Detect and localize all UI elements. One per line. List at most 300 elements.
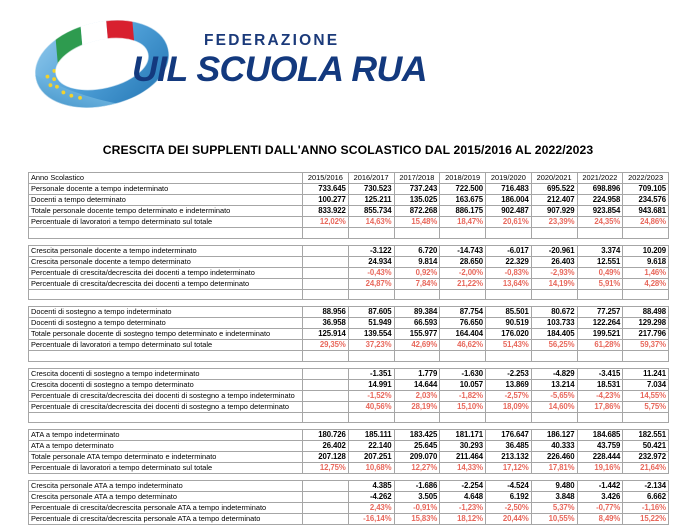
cell-crescita-docenti-0-1: -3.122 <box>348 245 394 256</box>
row-label-crescita-docenti-1: Crescita personale docente a tempo determinato <box>29 256 303 267</box>
cell-docenti-totali-3-5: 23,39% <box>531 217 577 228</box>
cell-crescita-docenti-3-3: 21,22% <box>440 278 486 289</box>
cell-sostegno-totali-4-2 <box>394 351 440 362</box>
row-label-crescita-sostegno-2: Percentuale di crescita/decrescita dei docenti di sostegno a tempo indeterminato <box>29 390 303 401</box>
cell-crescita-docenti-3-6: 5,91% <box>577 278 623 289</box>
cell-crescita-sostegno-1-5: 13.214 <box>531 379 577 390</box>
cell-sostegno-totali-0-7: 88.498 <box>623 307 669 318</box>
cell-docenti-totali-2-3: 886.175 <box>440 206 486 217</box>
row-label-crescita-docenti-2: Percentuale di crescita/decrescita dei docenti a tempo indeterminato <box>29 267 303 278</box>
cell-docenti-totali-0-0: 733.645 <box>303 184 349 195</box>
cell-crescita-docenti-2-1: -0,43% <box>348 267 394 278</box>
row-label-crescita-ata-0: Crescita personale ATA a tempo indeterminato <box>29 481 303 492</box>
cell-sostegno-totali-3-1: 37,23% <box>348 340 394 351</box>
cell-ata-totali-1-7: 50.421 <box>623 441 669 452</box>
row-label-docenti-totali-0: Personale docente a tempo indeterminato <box>29 184 303 195</box>
cell-crescita-docenti-1-5: 26.403 <box>531 256 577 267</box>
cell-crescita-docenti-2-2: 0,92% <box>394 267 440 278</box>
cell-ata-totali-3-1: 10,68% <box>348 463 394 474</box>
cell-crescita-sostegno-4-3 <box>440 412 486 423</box>
cell-sostegno-totali-4-5 <box>531 351 577 362</box>
cell-crescita-sostegno-2-4: -2,57% <box>486 390 532 401</box>
table-row <box>29 492 669 503</box>
row-label-crescita-ata-3: Percentuale di crescita/decrescita personale ATA a tempo determinato <box>29 514 303 525</box>
cell-crescita-sostegno-0-1: -1.351 <box>348 368 394 379</box>
cell-crescita-docenti-4-2 <box>394 289 440 300</box>
cell-sostegno-totali-1-3: 76.650 <box>440 318 486 329</box>
cell-crescita-docenti-4-5 <box>531 289 577 300</box>
table-header-year-7: 2022/2023 <box>623 173 669 184</box>
table-row <box>29 329 669 340</box>
cell-crescita-docenti-2-3: -2,00% <box>440 267 486 278</box>
section-spacer <box>29 300 669 307</box>
row-label-docenti-totali-1: Docenti a tempo determinato <box>29 195 303 206</box>
cell-crescita-ata-1-6: 3.426 <box>577 492 623 503</box>
table-row <box>29 481 669 492</box>
cell-crescita-sostegno-1-3: 10.057 <box>440 379 486 390</box>
row-label-crescita-ata-1: Crescita personale ATA a tempo determinato <box>29 492 303 503</box>
table-row <box>29 217 669 228</box>
cell-ata-totali-3-6: 19,16% <box>577 463 623 474</box>
cell-sostegno-totali-1-6: 122.264 <box>577 318 623 329</box>
cell-crescita-sostegno-3-4: 18,09% <box>486 401 532 412</box>
cell-crescita-docenti-2-4: -0,83% <box>486 267 532 278</box>
cell-crescita-sostegno-3-5: 14,60% <box>531 401 577 412</box>
section-spacer-cell <box>29 300 669 307</box>
cell-sostegno-totali-0-3: 87.754 <box>440 307 486 318</box>
cell-crescita-sostegno-2-1: -1,52% <box>348 390 394 401</box>
cell-crescita-ata-1-4: 6.192 <box>486 492 532 503</box>
cell-crescita-docenti-4-3 <box>440 289 486 300</box>
cell-crescita-docenti-3-5: 14,19% <box>531 278 577 289</box>
table-blank-row <box>29 351 669 362</box>
table-row <box>29 452 669 463</box>
logo-main-text: UIL SCUOLA RUA <box>132 50 427 89</box>
cell-ata-totali-3-4: 17,12% <box>486 463 532 474</box>
section-spacer-cell <box>29 238 669 245</box>
cell-crescita-docenti-3-2: 7,84% <box>394 278 440 289</box>
cell-ata-totali-2-6: 228.444 <box>577 452 623 463</box>
cell-docenti-totali-1-2: 135.025 <box>394 195 440 206</box>
cell-ata-totali-1-6: 43.759 <box>577 441 623 452</box>
cell-crescita-ata-0-1: 4.385 <box>348 481 394 492</box>
cell-crescita-ata-2-1: 2,43% <box>348 503 394 514</box>
cell-sostegno-totali-0-6: 77.257 <box>577 307 623 318</box>
cell-crescita-docenti-1-4: 22.329 <box>486 256 532 267</box>
cell-sostegno-totali-3-5: 56,25% <box>531 340 577 351</box>
cell-docenti-totali-2-2: 872.268 <box>394 206 440 217</box>
table-header-label: Anno Scolastico <box>29 173 303 184</box>
cell-crescita-ata-0-5: 9.480 <box>531 481 577 492</box>
row-label-ata-totali-3: Percentuale di lavoratori a tempo determinato sul totale <box>29 463 303 474</box>
cell-ata-totali-3-2: 12,27% <box>394 463 440 474</box>
section-spacer <box>29 423 669 430</box>
table-row <box>29 379 669 390</box>
cell-crescita-sostegno-4-7 <box>623 412 669 423</box>
logo-federation-text: FEDERAZIONE <box>204 32 340 49</box>
cell-crescita-docenti-4-7 <box>623 289 669 300</box>
table-row <box>29 307 669 318</box>
cell-ata-totali-3-0: 12,75% <box>303 463 349 474</box>
cell-crescita-ata-1-2: 3.505 <box>394 492 440 503</box>
table-row <box>29 514 669 525</box>
cell-crescita-ata-0-2: -1.686 <box>394 481 440 492</box>
cell-crescita-ata-0-3: -2.254 <box>440 481 486 492</box>
cell-crescita-ata-0-7: -2.134 <box>623 481 669 492</box>
cell-sostegno-totali-1-2: 66.593 <box>394 318 440 329</box>
cell-docenti-totali-2-4: 902.487 <box>486 206 532 217</box>
cell-docenti-totali-1-1: 125.211 <box>348 195 394 206</box>
cell-crescita-sostegno-1-4: 13.869 <box>486 379 532 390</box>
cell-docenti-totali-3-2: 15,48% <box>394 217 440 228</box>
cell-crescita-sostegno-2-7: 14,55% <box>623 390 669 401</box>
cell-sostegno-totali-2-3: 164.404 <box>440 329 486 340</box>
cell-sostegno-totali-3-0: 29,35% <box>303 340 349 351</box>
row-label-sostegno-totali-4 <box>29 351 303 362</box>
table-row <box>29 184 669 195</box>
cell-sostegno-totali-4-3 <box>440 351 486 362</box>
row-label-sostegno-totali-2: Totale personale docente di sostegno tempo determinato e indeterminato <box>29 329 303 340</box>
cell-crescita-ata-2-2: -0,91% <box>394 503 440 514</box>
cell-ata-totali-0-5: 186.127 <box>531 430 577 441</box>
cell-crescita-sostegno-2-3: -1,82% <box>440 390 486 401</box>
cell-crescita-ata-1-0 <box>303 492 349 503</box>
cell-crescita-sostegno-0-5: -4.829 <box>531 368 577 379</box>
row-label-crescita-sostegno-0: Crescita docenti di sostegno a tempo indeterminato <box>29 368 303 379</box>
cell-ata-totali-2-7: 232.972 <box>623 452 669 463</box>
cell-crescita-docenti-1-1: 24.934 <box>348 256 394 267</box>
cell-docenti-totali-3-7: 24,86% <box>623 217 669 228</box>
cell-sostegno-totali-0-2: 89.384 <box>394 307 440 318</box>
cell-sostegno-totali-2-7: 217.796 <box>623 329 669 340</box>
cell-docenti-totali-0-1: 730.523 <box>348 184 394 195</box>
table-row <box>29 267 669 278</box>
row-label-sostegno-totali-0: Docenti di sostegno a tempo indeterminato <box>29 307 303 318</box>
cell-crescita-docenti-0-5: -20.961 <box>531 245 577 256</box>
cell-docenti-totali-2-6: 923.854 <box>577 206 623 217</box>
organization-logo <box>28 10 427 115</box>
cell-ata-totali-0-3: 181.171 <box>440 430 486 441</box>
cell-crescita-ata-1-1: -4.262 <box>348 492 394 503</box>
table-row <box>29 318 669 329</box>
row-label-crescita-docenti-0: Crescita personale docente a tempo indeterminato <box>29 245 303 256</box>
logo-wordmark <box>132 32 427 102</box>
cell-ata-totali-1-3: 30.293 <box>440 441 486 452</box>
table-row <box>29 368 669 379</box>
table-row <box>29 441 669 452</box>
cell-crescita-sostegno-0-4: -2.253 <box>486 368 532 379</box>
cell-docenti-totali-2-0: 833.922 <box>303 206 349 217</box>
cell-docenti-totali-2-1: 855.734 <box>348 206 394 217</box>
cell-crescita-sostegno-1-2: 14.644 <box>394 379 440 390</box>
cell-crescita-sostegno-0-0 <box>303 368 349 379</box>
cell-sostegno-totali-3-6: 61,28% <box>577 340 623 351</box>
cell-crescita-docenti-1-7: 9.618 <box>623 256 669 267</box>
table-header-year-5: 2020/2021 <box>531 173 577 184</box>
cell-crescita-docenti-2-6: 0,49% <box>577 267 623 278</box>
cell-crescita-docenti-0-3: -14.743 <box>440 245 486 256</box>
cell-crescita-ata-1-5: 3.848 <box>531 492 577 503</box>
cell-sostegno-totali-0-0: 88.956 <box>303 307 349 318</box>
row-label-docenti-totali-3: Percentuale di lavoratori a tempo determinato sul totale <box>29 217 303 228</box>
cell-docenti-totali-4-7 <box>623 228 669 239</box>
table-row <box>29 195 669 206</box>
cell-crescita-ata-0-0 <box>303 481 349 492</box>
table-blank-row <box>29 412 669 423</box>
section-spacer-cell <box>29 423 669 430</box>
cell-docenti-totali-4-4 <box>486 228 532 239</box>
table-header-year-6: 2021/2022 <box>577 173 623 184</box>
cell-crescita-ata-2-7: -1,16% <box>623 503 669 514</box>
cell-crescita-sostegno-0-2: 1.779 <box>394 368 440 379</box>
cell-crescita-docenti-0-7: 10.209 <box>623 245 669 256</box>
cell-sostegno-totali-3-2: 42,69% <box>394 340 440 351</box>
cell-docenti-totali-4-6 <box>577 228 623 239</box>
cell-sostegno-totali-1-4: 90.519 <box>486 318 532 329</box>
table-row <box>29 430 669 441</box>
section-spacer <box>29 238 669 245</box>
cell-docenti-totali-0-2: 737.243 <box>394 184 440 195</box>
cell-sostegno-totali-1-5: 103.733 <box>531 318 577 329</box>
cell-sostegno-totali-2-4: 176.020 <box>486 329 532 340</box>
cell-sostegno-totali-2-6: 199.521 <box>577 329 623 340</box>
cell-crescita-docenti-1-6: 12.551 <box>577 256 623 267</box>
cell-sostegno-totali-2-2: 155.977 <box>394 329 440 340</box>
cell-ata-totali-1-0: 26.402 <box>303 441 349 452</box>
cell-docenti-totali-1-3: 163.675 <box>440 195 486 206</box>
cell-ata-totali-2-2: 209.070 <box>394 452 440 463</box>
cell-ata-totali-1-2: 25.645 <box>394 441 440 452</box>
cell-docenti-totali-4-1 <box>348 228 394 239</box>
cell-docenti-totali-1-6: 224.958 <box>577 195 623 206</box>
cell-ata-totali-2-5: 226.460 <box>531 452 577 463</box>
cell-ata-totali-0-4: 176.647 <box>486 430 532 441</box>
table-header-year-0: 2015/2016 <box>303 173 349 184</box>
cell-sostegno-totali-4-1 <box>348 351 394 362</box>
cell-crescita-docenti-1-0 <box>303 256 349 267</box>
cell-crescita-sostegno-2-2: 2,03% <box>394 390 440 401</box>
section-spacer-cell <box>29 474 669 481</box>
cell-sostegno-totali-0-4: 85.501 <box>486 307 532 318</box>
cell-ata-totali-2-0: 207.128 <box>303 452 349 463</box>
cell-crescita-ata-2-3: -1,23% <box>440 503 486 514</box>
cell-docenti-totali-0-7: 709.105 <box>623 184 669 195</box>
cell-crescita-ata-3-2: 15,83% <box>394 514 440 525</box>
cell-sostegno-totali-4-4 <box>486 351 532 362</box>
cell-crescita-sostegno-2-6: -4,23% <box>577 390 623 401</box>
table-header-year-1: 2016/2017 <box>348 173 394 184</box>
cell-sostegno-totali-1-0: 36.958 <box>303 318 349 329</box>
cell-docenti-totali-4-5 <box>531 228 577 239</box>
cell-sostegno-totali-3-7: 59,37% <box>623 340 669 351</box>
table-row <box>29 278 669 289</box>
table-blank-row <box>29 228 669 239</box>
cell-crescita-sostegno-3-1: 40,56% <box>348 401 394 412</box>
cell-ata-totali-0-7: 182.551 <box>623 430 669 441</box>
cell-crescita-sostegno-3-0 <box>303 401 349 412</box>
table-row <box>29 206 669 217</box>
row-label-crescita-ata-2: Percentuale di crescita/decrescita personale ATA a tempo indeterminato <box>29 503 303 514</box>
row-label-ata-totali-2: Totale personale ATA tempo determinato e indeterminato <box>29 452 303 463</box>
cell-crescita-sostegno-4-1 <box>348 412 394 423</box>
cell-docenti-totali-1-4: 186.004 <box>486 195 532 206</box>
cell-docenti-totali-2-5: 907.929 <box>531 206 577 217</box>
cell-crescita-ata-3-5: 10,55% <box>531 514 577 525</box>
cell-crescita-sostegno-3-2: 28,19% <box>394 401 440 412</box>
row-label-ata-totali-1: ATA a tempo determinato <box>29 441 303 452</box>
table-row <box>29 503 669 514</box>
row-label-docenti-totali-4 <box>29 228 303 239</box>
cell-docenti-totali-0-6: 698.896 <box>577 184 623 195</box>
row-label-crescita-sostegno-4 <box>29 412 303 423</box>
cell-sostegno-totali-3-4: 51,43% <box>486 340 532 351</box>
cell-ata-totali-1-5: 40.333 <box>531 441 577 452</box>
cell-ata-totali-2-3: 211.464 <box>440 452 486 463</box>
cell-docenti-totali-3-6: 24,35% <box>577 217 623 228</box>
cell-ata-totali-3-3: 14,33% <box>440 463 486 474</box>
section-spacer-cell <box>29 361 669 368</box>
cell-crescita-ata-1-7: 6.662 <box>623 492 669 503</box>
cell-crescita-sostegno-4-4 <box>486 412 532 423</box>
row-label-crescita-sostegno-3: Percentuale di crescita/decrescita dei docenti di sostegno a tempo determinato <box>29 401 303 412</box>
cell-crescita-docenti-3-4: 13,64% <box>486 278 532 289</box>
cell-crescita-docenti-4-4 <box>486 289 532 300</box>
table-row <box>29 390 669 401</box>
cell-crescita-ata-0-6: -1.442 <box>577 481 623 492</box>
table-header-year-2: 2017/2018 <box>394 173 440 184</box>
cell-crescita-docenti-1-3: 28.650 <box>440 256 486 267</box>
cell-crescita-ata-2-5: 5,37% <box>531 503 577 514</box>
cell-docenti-totali-3-3: 18,47% <box>440 217 486 228</box>
cell-crescita-sostegno-3-3: 15,10% <box>440 401 486 412</box>
cell-docenti-totali-1-0: 100.277 <box>303 195 349 206</box>
table-header-year-4: 2019/2020 <box>486 173 532 184</box>
cell-ata-totali-0-1: 185.111 <box>348 430 394 441</box>
cell-crescita-sostegno-3-7: 5,75% <box>623 401 669 412</box>
cell-crescita-sostegno-1-6: 18.531 <box>577 379 623 390</box>
cell-crescita-sostegno-0-3: -1.630 <box>440 368 486 379</box>
cell-crescita-sostegno-2-5: -5,65% <box>531 390 577 401</box>
cell-sostegno-totali-0-1: 87.605 <box>348 307 394 318</box>
cell-docenti-totali-3-0: 12,02% <box>303 217 349 228</box>
cell-ata-totali-0-6: 184.685 <box>577 430 623 441</box>
cell-crescita-sostegno-2-0 <box>303 390 349 401</box>
cell-docenti-totali-4-3 <box>440 228 486 239</box>
cell-sostegno-totali-3-3: 46,62% <box>440 340 486 351</box>
table-header-year-3: 2018/2019 <box>440 173 486 184</box>
cell-crescita-ata-3-1: -16,14% <box>348 514 394 525</box>
cell-ata-totali-2-1: 207.251 <box>348 452 394 463</box>
cell-docenti-totali-0-4: 716.483 <box>486 184 532 195</box>
cell-crescita-docenti-2-0 <box>303 267 349 278</box>
page-title: CRESCITA DEI SUPPLENTI DALL'ANNO SCOLASTICO DAL 2015/2016 AL 2022/2023 <box>102 143 594 157</box>
row-label-sostegno-totali-3: Percentuale di lavoratori a tempo determinato sul totale <box>29 340 303 351</box>
section-spacer <box>29 361 669 368</box>
table-row <box>29 401 669 412</box>
cell-ata-totali-0-0: 180.726 <box>303 430 349 441</box>
cell-sostegno-totali-1-7: 129.298 <box>623 318 669 329</box>
cell-docenti-totali-4-2 <box>394 228 440 239</box>
cell-crescita-sostegno-4-5 <box>531 412 577 423</box>
table-row <box>29 245 669 256</box>
cell-crescita-docenti-2-5: -2,93% <box>531 267 577 278</box>
cell-docenti-totali-0-5: 695.522 <box>531 184 577 195</box>
cell-sostegno-totali-2-1: 139.554 <box>348 329 394 340</box>
table-row <box>29 340 669 351</box>
cell-crescita-docenti-1-2: 9.814 <box>394 256 440 267</box>
cell-docenti-totali-1-7: 234.576 <box>623 195 669 206</box>
cell-docenti-totali-1-5: 212.407 <box>531 195 577 206</box>
cell-crescita-docenti-0-6: 3.374 <box>577 245 623 256</box>
cell-docenti-totali-3-4: 20,61% <box>486 217 532 228</box>
cell-crescita-ata-3-6: 8,49% <box>577 514 623 525</box>
cell-ata-totali-1-1: 22.140 <box>348 441 394 452</box>
row-label-docenti-totali-2: Totale personale docente tempo determinato e indeterminato <box>29 206 303 217</box>
cell-crescita-ata-3-0 <box>303 514 349 525</box>
row-label-crescita-docenti-3: Percentuale di crescita/decrescita dei docenti a tempo determinato <box>29 278 303 289</box>
cell-crescita-sostegno-3-6: 17,86% <box>577 401 623 412</box>
cell-crescita-docenti-4-0 <box>303 289 349 300</box>
row-label-ata-totali-0: ATA a tempo indeterminato <box>29 430 303 441</box>
cell-ata-totali-1-4: 36.485 <box>486 441 532 452</box>
cell-crescita-docenti-3-0 <box>303 278 349 289</box>
row-label-crescita-docenti-4 <box>29 289 303 300</box>
cell-crescita-ata-0-4: -4.524 <box>486 481 532 492</box>
cell-docenti-totali-3-1: 14,63% <box>348 217 394 228</box>
cell-crescita-ata-3-3: 18,12% <box>440 514 486 525</box>
cell-crescita-sostegno-1-0 <box>303 379 349 390</box>
cell-docenti-totali-2-7: 943.681 <box>623 206 669 217</box>
table-header-row <box>29 173 669 184</box>
cell-crescita-docenti-0-4: -6.017 <box>486 245 532 256</box>
cell-crescita-docenti-2-7: 1,46% <box>623 267 669 278</box>
cell-docenti-totali-4-0 <box>303 228 349 239</box>
cell-docenti-totali-0-3: 722.500 <box>440 184 486 195</box>
cell-sostegno-totali-4-0 <box>303 351 349 362</box>
cell-crescita-docenti-3-1: 24,87% <box>348 278 394 289</box>
cell-crescita-sostegno-4-0 <box>303 412 349 423</box>
cell-ata-totali-0-2: 183.425 <box>394 430 440 441</box>
cell-crescita-ata-3-7: 15,22% <box>623 514 669 525</box>
cell-crescita-docenti-0-0 <box>303 245 349 256</box>
cell-sostegno-totali-2-5: 184.405 <box>531 329 577 340</box>
cell-sostegno-totali-2-0: 125.914 <box>303 329 349 340</box>
table-blank-row <box>29 289 669 300</box>
cell-sostegno-totali-4-7 <box>623 351 669 362</box>
cell-sostegno-totali-1-1: 51.949 <box>348 318 394 329</box>
cell-sostegno-totali-0-5: 80.672 <box>531 307 577 318</box>
cell-crescita-docenti-4-6 <box>577 289 623 300</box>
cell-crescita-sostegno-1-7: 7.034 <box>623 379 669 390</box>
cell-ata-totali-3-7: 21,64% <box>623 463 669 474</box>
cell-crescita-ata-2-0 <box>303 503 349 514</box>
row-label-crescita-sostegno-1: Crescita docenti di sostegno a tempo determinato <box>29 379 303 390</box>
cell-crescita-ata-1-3: 4.648 <box>440 492 486 503</box>
cell-crescita-sostegno-4-6 <box>577 412 623 423</box>
cell-crescita-docenti-3-7: 4,28% <box>623 278 669 289</box>
cell-crescita-sostegno-4-2 <box>394 412 440 423</box>
cell-ata-totali-2-4: 213.132 <box>486 452 532 463</box>
table-row <box>29 256 669 267</box>
cell-crescita-docenti-0-2: 6.720 <box>394 245 440 256</box>
cell-crescita-ata-2-4: -2,50% <box>486 503 532 514</box>
cell-crescita-sostegno-0-7: 11.241 <box>623 368 669 379</box>
cell-sostegno-totali-4-6 <box>577 351 623 362</box>
statistics-table-container <box>28 172 668 525</box>
cell-ata-totali-3-5: 17,81% <box>531 463 577 474</box>
row-label-sostegno-totali-1: Docenti di sostegno a tempo determinato <box>29 318 303 329</box>
table-row <box>29 463 669 474</box>
